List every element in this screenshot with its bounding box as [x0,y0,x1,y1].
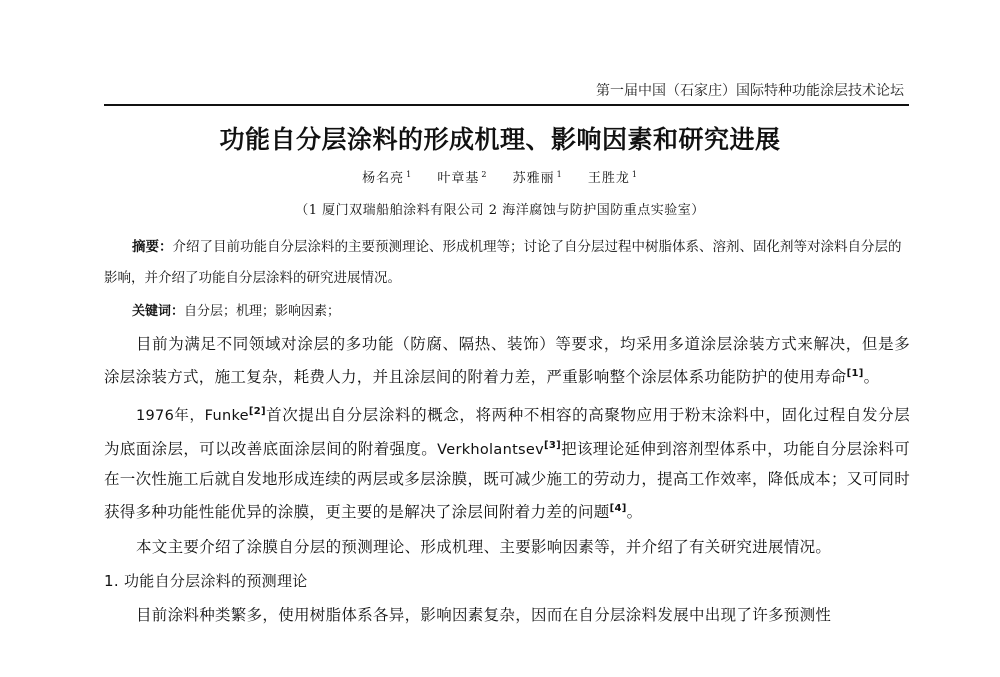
paragraph-scope: 本文主要介绍了涂膜自分层的预测理论、形成机理、主要影响因素等，并介绍了有关研究进展情况。 [136,537,832,556]
author: 叶章基 $^2$ [437,169,488,186]
author: 王胜龙 $^1$ [587,169,638,186]
abstract-text: 介绍了目前功能自分层涂料的主要预测理论、形成机理等；讨论了自分层过程中树脂体系、溶剂、固化剂等对涂料自分层的影响，并介绍了功能自分层涂料的研究进展情况。 [104,239,902,286]
citation-ref[interactable]: [4] [609,503,627,515]
affiliation: （1 厦门双瑞船舶涂料有限公司 2 海洋腐蚀与防护国防重点实验室） [295,203,705,218]
author-name-funke: Funke [204,408,249,425]
citation-ref[interactable]: [2] [248,406,266,418]
keywords-text: 自分层；机理；影响因素； [184,304,341,319]
paragraph-history: 1976年，Funke[2]首次提出自分层涂料的概念，将两种不相容的高聚物应用于粉末涂料中，固化过程自发分层为底面涂层，可以改善底面涂层间的附着强度。Verkholantsev[3]把该理论延伸到溶剂型体系中，功能自分层涂料可在一次性施工后就自发地形成连续的两层或多层涂膜，既可减少施工的劳动力，提高工作效率，降低成本；又可同时获得多种功能性能优异的涂膜，更主要的是解决了涂层间附着力差的问题[4]。 [104,406,910,522]
paragraph-intro: 目前为满足不同领域对涂层的多功能（防腐、隔热、装饰）等要求，均采用多道涂层涂装方式来解决，但是多涂层涂装方式，施工复杂，耗费人力，并且涂层间的附着力差，严重影响整个涂层体系功能防护的使用寿命[1]。 [104,335,910,387]
section-heading: 1. 功能自分层涂料的预测理论 [104,571,308,590]
paragraph-theory: 目前涂料种类繁多，使用树脂体系各异，影响因素复杂，因而在自分层涂料发展中出现了许多预测性 [136,605,832,624]
abstract-label: 摘要： [132,239,173,255]
abstract [104,232,912,294]
paper-title: 功能自分层涂料的形成机理、影响因素和研究进展 [219,125,781,154]
conference-header: 第一届中国（石家庄）国际特种功能涂层技术论坛 [596,83,904,99]
citation-ref[interactable]: [3] [544,440,562,452]
author: 苏雅丽 $^1$ [512,169,563,186]
author-list [0,167,1000,186]
citation-ref[interactable]: [1] [846,368,864,379]
keywords [132,300,340,319]
keywords-label: 关键词： [132,304,185,319]
author: 杨名亮 $^1$ [362,169,413,186]
header-rule [104,104,909,106]
author-name-verkholantsev: Verkholantsev [437,442,545,459]
body-text [104,330,910,630]
